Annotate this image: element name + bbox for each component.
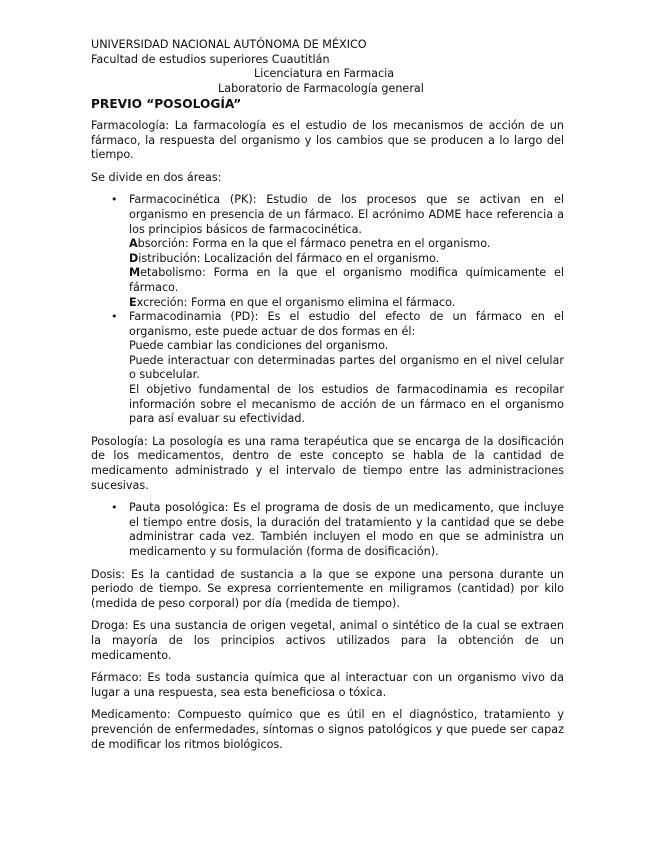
adme-letter: D xyxy=(129,251,139,265)
pd-line: Puede interactuar con determinadas partes del organismo en el nivel celular o subcelular. xyxy=(129,353,564,382)
adme-text: etabolismo: Forma en la que el organismo modifica químicamente el fármaco. xyxy=(129,266,564,294)
lab-line: Laboratorio de Farmacología general xyxy=(218,81,424,95)
areas-list xyxy=(91,193,564,427)
university-line: UNIVERSIDAD NACIONAL AUTÓNOMA DE MÉXICO xyxy=(91,38,367,51)
adme-text: istribución: Localización del fármaco en el organismo. xyxy=(138,251,440,265)
list-item-pauta xyxy=(91,501,564,559)
adme-excrecion xyxy=(129,296,564,311)
paragraph-divide: Se divide en dos áreas: xyxy=(91,170,222,184)
degree-line: Licenciatura en Farmacia xyxy=(254,67,395,81)
paragraph-medicamento: Medicamento: Compuesto químico que es útil en el diagnóstico, tratamiento y prevención de enfermedades, síntomas o signos patológicos y que puede ser capaz de modificar los ritmos biológicos. xyxy=(91,708,564,751)
document-page xyxy=(91,38,564,760)
paragraph-posologia: Posología: La posología es una rama terapéutica que se encarga de la dosificación de los medicamentos, dentro de este concepto se habla de la cantidad de medicamento administrado y el intervalo de tiempo entre las administraciones sucesivas. xyxy=(91,434,564,492)
pauta-list xyxy=(91,501,564,559)
adme-distribucion xyxy=(129,252,564,267)
bullet-icon: • xyxy=(111,310,118,324)
adme-letter: E xyxy=(129,295,137,309)
adme-metabolismo xyxy=(129,266,564,295)
pd-line: El objetivo fundamental de los estudios de farmacodinamia es recopilar información sobre el mecanismo de acción de un fármaco en el organismo para así evaluar su efectividad. xyxy=(129,383,564,426)
paragraph-droga: Droga: Es una sustancia de origen vegetal, animal o sintético de la cual se extraen la mayoría de los principios activos utilizados para la obtención de un medicamento. xyxy=(91,619,564,662)
adme-absorcion xyxy=(129,237,564,252)
bullet-icon: • xyxy=(111,193,118,207)
adme-letter: M xyxy=(129,266,141,280)
paragraph-farmaco: Fármaco: Es toda sustancia química que al interactuar con un organismo vivo da lugar a una respuesta, sea esta beneficiosa o tóxica. xyxy=(91,671,564,699)
document-title: PREVIO “POSOLOGÍA” xyxy=(91,97,242,112)
adme-text: xcreción: Forma en que el organismo elimina el fármaco. xyxy=(136,295,456,309)
pk-intro: Farmacocinética (PK): Estudio de los procesos que se activan en el organismo en presencia de un fármaco. El acrónimo ADME hace referencia a los principios básicos de farmacocinética. xyxy=(129,193,564,236)
adme-letter: A xyxy=(129,237,138,251)
list-item-pk xyxy=(91,193,564,310)
paragraph-farmacologia: Farmacología: La farmacología es el estudio de los mecanismos de acción de un fármaco, la respuesta del organismo y los cambios que se producen a lo largo del tiempo. xyxy=(91,118,564,162)
bullet-icon: • xyxy=(111,501,118,515)
list-item-pd xyxy=(91,310,564,427)
pd-intro: Farmacodinamia (PD): Es el estudio del efecto de un fármaco en el organismo, este puede actuar de dos formas en él: xyxy=(129,310,564,338)
faculty-line: Facultad de estudios superiores Cuautitlán xyxy=(91,52,330,66)
adme-text: bsorción: Forma en la que el fármaco penetra en el organismo. xyxy=(137,237,491,251)
pauta-text: Pauta posológica: Es el programa de dosis de un medicamento, que incluye el tiempo entre dosis, la duración del tratamiento y la cantidad que se debe administrar cada vez. También incluyen el modo en que se administra un medicamento y su formulación (forma de dosificación). xyxy=(129,501,564,558)
pd-line: Puede cambiar las condiciones del organismo. xyxy=(129,339,389,353)
paragraph-dosis: Dosis: Es la cantidad de sustancia a la que se expone una persona durante un periodo de tiempo. Se expresa corrientemente en miligramos (cantidad) por kilo (medida de peso corporal) por día (medida de tiempo). xyxy=(91,567,564,610)
